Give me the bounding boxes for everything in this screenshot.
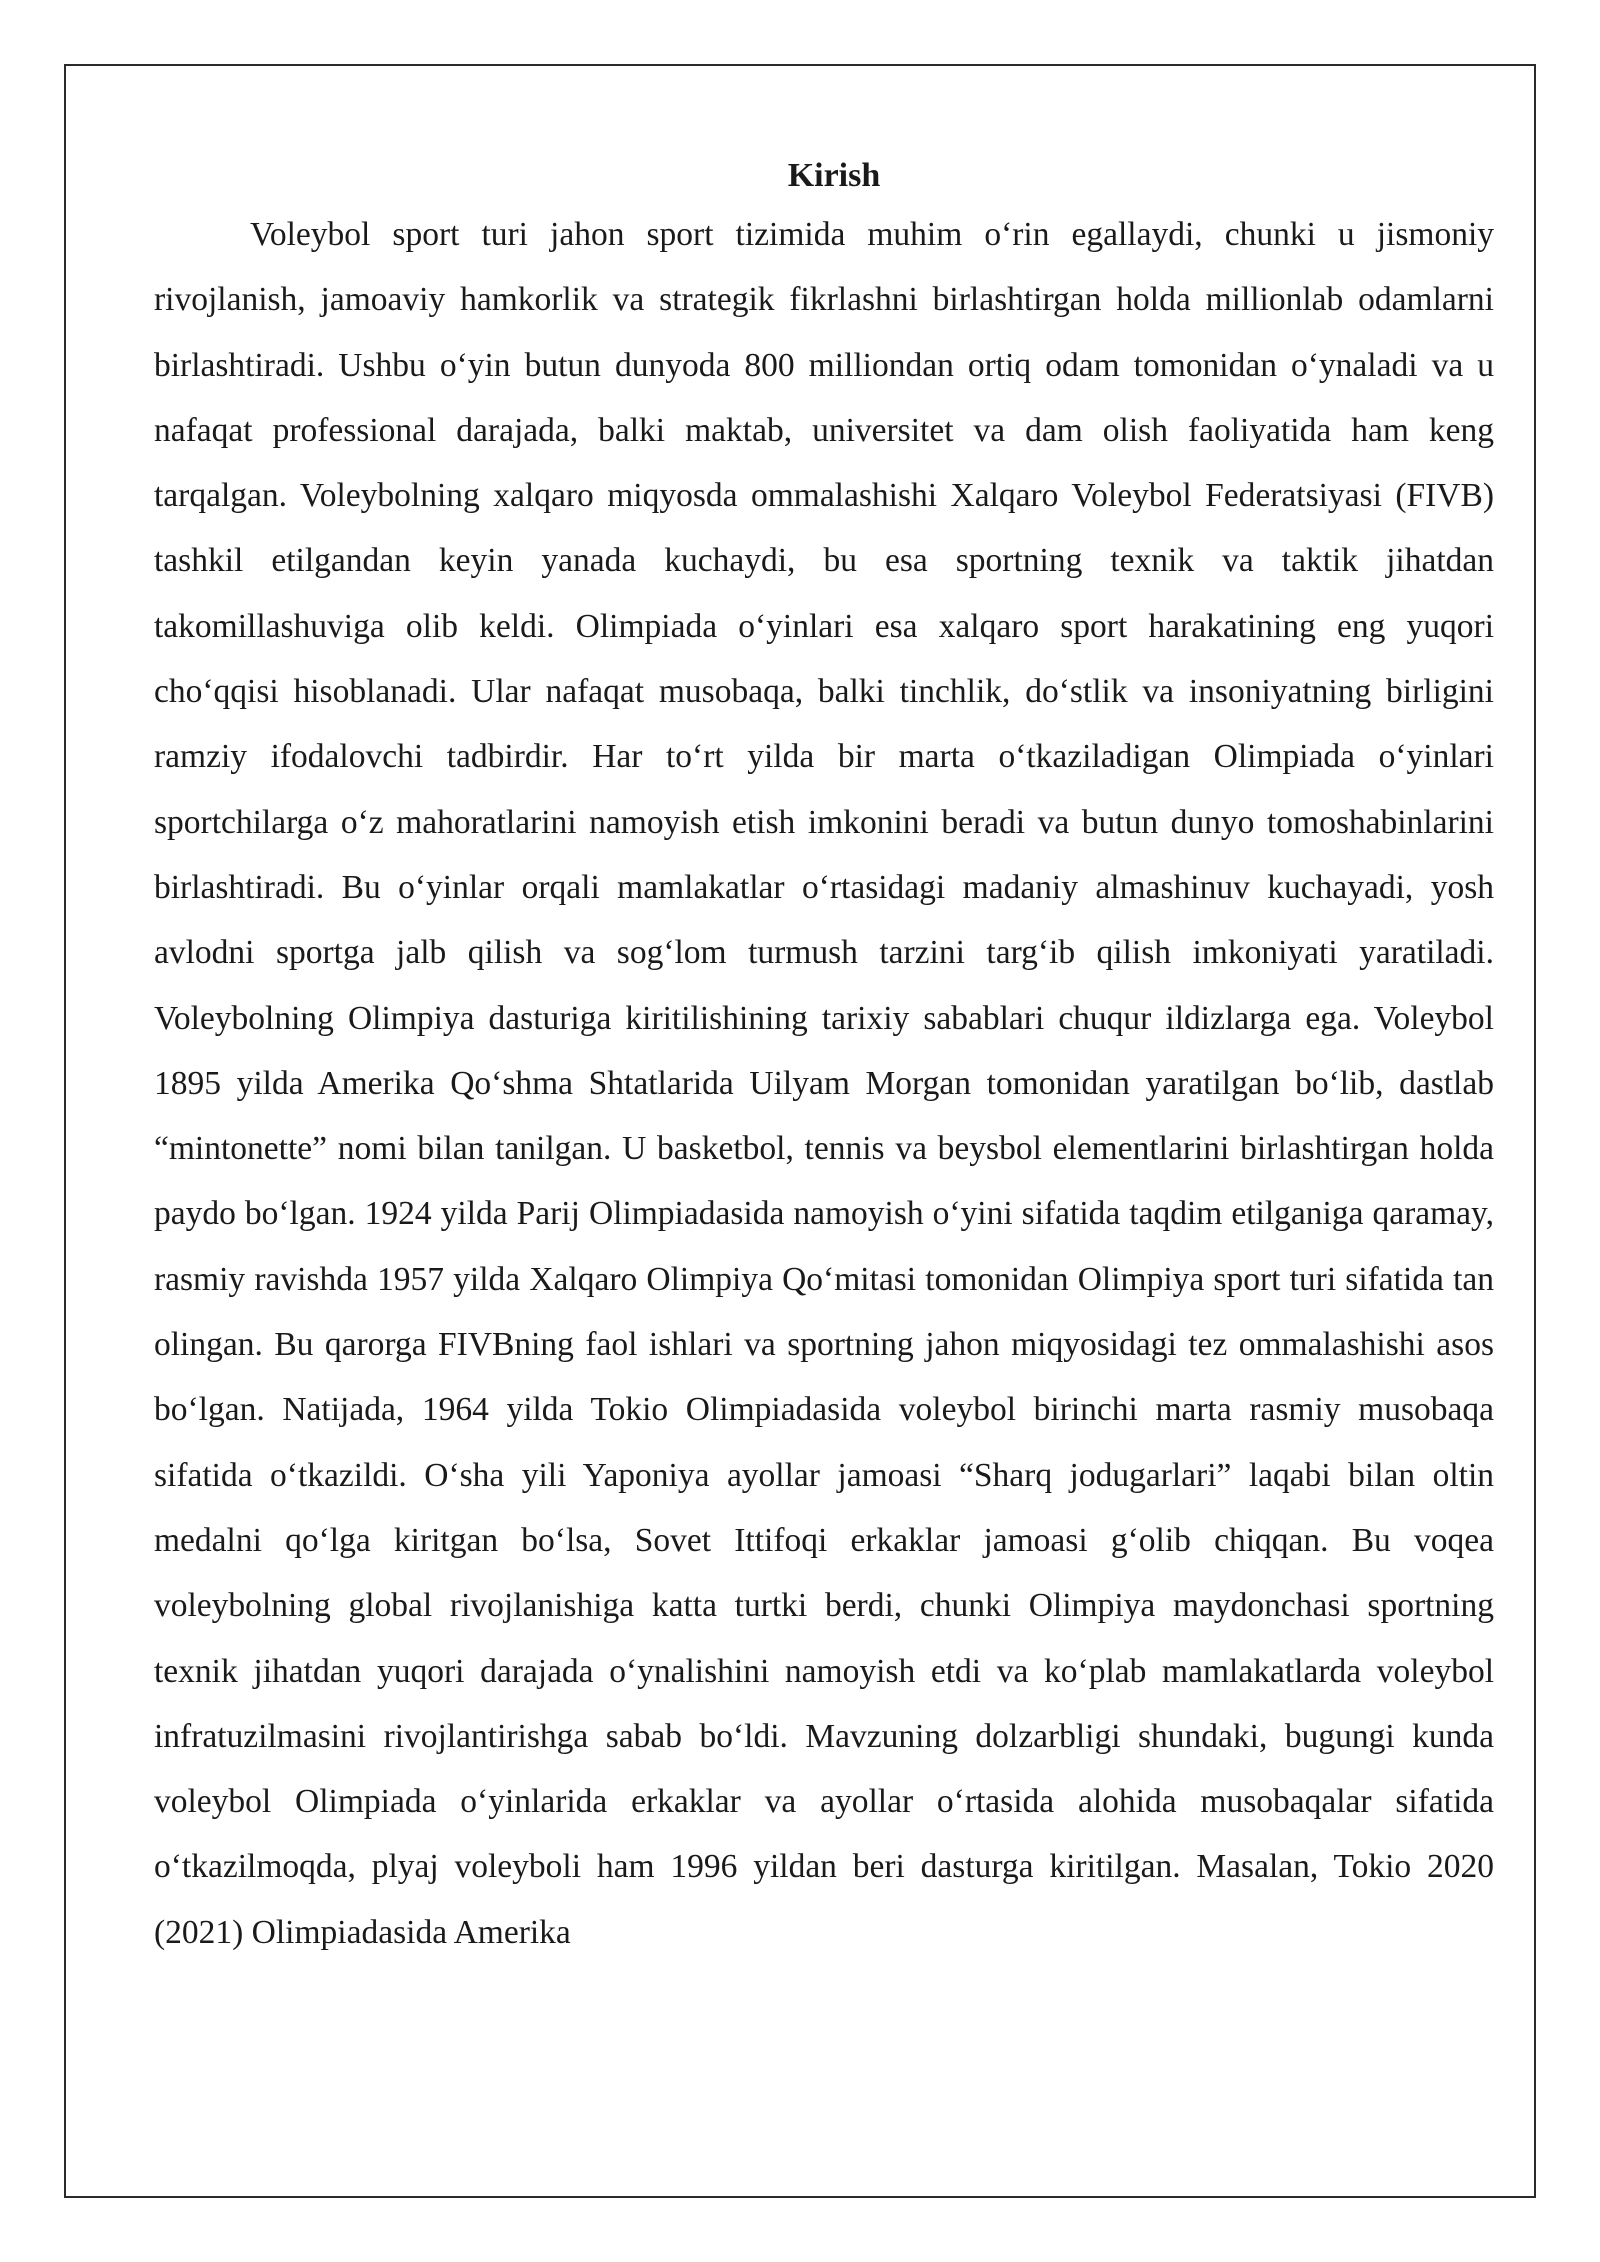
document-body	[154, 150, 1494, 1965]
body-paragraph: Voleybol sport turi jahon sport tizimida muhim o‘rin egallaydi, chunki u jismoniy rivojlanish, jamoaviy hamkorlik va strategik fikrlashni birlashtirgan holda millionlab odamlarni birlashtiradi. Ushbu o‘yin butun dunyoda 800 milliondan ortiq odam tomonidan o‘ynaladi va u nafaqat professional darajada, balki maktab, universitet va dam olish faoliyatida ham keng tarqalgan. Voleybolning xalqaro miqyosda ommalashishi Xalqaro Voleybol Federatsiyasi (FIVB) tashkil etilgandan keyin yanada kuchaydi, bu esa sportning texnik va taktik jihatdan takomillashuviga olib keldi. Olimpiada o‘yinlari esa xalqaro sport harakatining eng yuqori cho‘qqisi hisoblanadi. Ular nafaqat musobaqa, balki tinchlik, do‘stlik va insoniyatning birligini ramziy ifodalovchi tadbirdir. Har to‘rt yilda bir marta o‘tkaziladigan Olimpiada o‘yinlari sportchilarga o‘z mahoratlarini namoyish etish imkonini beradi va butun dunyo tomoshabinlarini birlashtiradi. Bu o‘yinlar orqali mamlakatlar o‘rtasidagi madaniy almashinuv kuchayadi, yosh avlodni sportga jalb qilish va sog‘lom turmush tarzini targ‘ib qilish imkoniyati yaratiladi. Voleybolning Olimpiya dasturiga kiritilishining tarixiy sabablari chuqur ildizlarga ega. Voleybol 1895 yilda Amerika Qo‘shma Shtatlarida Uilyam Morgan tomonidan yaratilgan bo‘lib, dastlab “mintonette” nomi bilan tanilgan. U basketbol, tennis va beysbol elementlarini birlashtirgan holda paydo bo‘lgan. 1924 yilda Parij Olimpiadasida namoyish o‘yini sifatida taqdim etilganiga qaramay, rasmiy ravishda 1957 yilda Xalqaro Olimpiya Qo‘mitasi tomonidan Olimpiya sport turi sifatida tan olingan. Bu qarorga FIVBning faol ishlari va sportning jahon miqyosidagi tez ommalashishi asos bo‘lgan. Natijada, 1964 yilda Tokio Olimpiadasida voleybol birinchi marta rasmiy musobaqa sifatida o‘tkazildi. O‘sha yili Yaponiya ayollar jamoasi “Sharq jodugarlari” laqabi bilan oltin medalni qo‘lga kiritgan bo‘lsa, Sovet Ittifoqi erkaklar jamoasi g‘olib chiqqan. Bu voqea voleybolning global rivojlanishiga katta turtki berdi, chunki Olimpiya maydonchasi sportning texnik jihatdan yuqori darajada o‘ynalishini namoyish etdi va ko‘plab mamlakatlarda voleybol infratuzilmasini rivojlantirishga sabab bo‘ldi. Mavzuning dolzarbligi shundaki, bugungi kunda voleybol Olimpiada o‘yinlarida erkaklar va ayollar o‘rtasida alohida musobaqalar sifatida o‘tkazilmoqda, plyaj voleyboli ham 1996 yildan beri dasturga kiritilgan. Masalan, Tokio 2020 (2021) Olimpiadasida Amerika	[154, 216, 1494, 1951]
section-title: Kirish	[787, 157, 881, 194]
